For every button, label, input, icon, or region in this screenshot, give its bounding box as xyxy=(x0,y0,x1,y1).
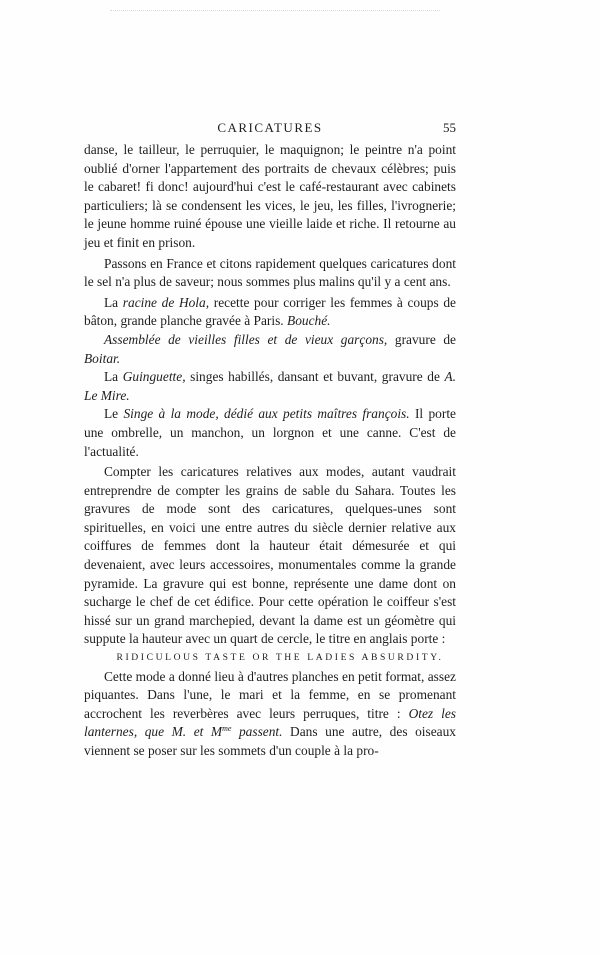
text-prefix: La xyxy=(104,369,123,385)
paragraph-assemblee xyxy=(84,331,456,368)
text-body: recette pour corriger les femmes à coups de bâton, grande planche gravée à Paris. xyxy=(84,294,456,329)
paragraph-singe-a-la-mode xyxy=(84,405,456,461)
engraver-name: Boitar. xyxy=(84,350,121,366)
engraving-title: Guinguette, xyxy=(122,369,186,385)
engraving-title-part: passent. xyxy=(231,724,283,740)
engraving-title: Singe à la mode, dédié aux petits maîtres françois. xyxy=(123,406,410,422)
paragraph-cette-mode xyxy=(84,668,456,761)
text-prefix: La xyxy=(104,294,123,310)
engraving-title: Assemblée de vieilles filles et de vieux garçons, xyxy=(104,331,388,347)
body-text xyxy=(84,141,456,761)
paragraph-guinguette xyxy=(84,368,456,405)
superscript: me xyxy=(222,724,232,734)
paragraph-continuation: danse, le tailleur, le perruquier, le maquignon; le peintre n'a point oublié d'orner l'appartement des portraits de chevaux célèbres; puis le cabaret! fi donc! aujourd'hui c'est le café-restaurant avec cabinets particuliers; là se condensent les vices, le jeu, les filles, l'ivrognerie; le jeune homme ruiné épouse une vieille laide et riche. Il retourne au jeu et finit en prison. xyxy=(84,142,456,250)
scan-edge-noise xyxy=(110,0,440,11)
text-body: gravure de xyxy=(387,331,456,347)
engraving-title-part: Otez les lanternes, que M. et M xyxy=(84,705,456,740)
paragraph-france: Passons en France et citons rapidement quelques caricatures dont le sel n'a plus de saveur; nous sommes plus malins qu'il y a cent ans. xyxy=(84,255,456,290)
engraver-name: A. Le Mire. xyxy=(84,369,456,403)
text-prefix: Le xyxy=(104,406,124,422)
engraver-name: Bouché. xyxy=(287,313,331,329)
page-header xyxy=(84,120,456,138)
text-body: Il porte une ombrelle, un manchon, un lorgnon et une canne. C'est de l'actualité. xyxy=(84,406,456,459)
paragraph-modes: Compter les caricatures relatives aux modes, autant vaudrait entreprendre de compter les grains de sable du Sahara. Toutes les gravures de mode sont des caricatures, quelques-unes sont spirituelles, en voici une entre autres du siècle dernier relative aux coiffures de femmes dont la hauteur était démesurée et qui devenaient, avec leurs accessoires, monumentales comme la grande pyramide. La gravure qui est bonne, représente une dame dont on sucharge le chef de cet édifice. Pour cette opération le coiffeur s'est hissé sur un grand marchepied, devant la dame est un géomètre qui suppute la hauteur avec un quart de cercle, le titre en anglais porte : xyxy=(84,464,456,647)
engraving-caption-title: RIDICULOUS TASTE OR THE LADIES ABSURDITY. xyxy=(116,652,444,664)
text-body: Cette mode a donné lieu à d'autres planches en petit format, assez piquantes. Dans l'une, le mari et la femme, en se promenant accrochent les reverbères avec leurs perruques, titre : xyxy=(84,668,456,721)
text-body: singes habillés, dansant et buvant, gravure de xyxy=(185,369,445,385)
running-title: CARICATURES xyxy=(217,120,323,135)
engraving-title: racine de Hola, xyxy=(122,294,210,310)
page-number: 55 xyxy=(443,120,456,135)
paragraph-racine-de-hola xyxy=(84,294,456,331)
text-body: Dans une autre, des oiseaux viennent se poser sur les sommets d'un couple à la pro- xyxy=(84,724,456,758)
